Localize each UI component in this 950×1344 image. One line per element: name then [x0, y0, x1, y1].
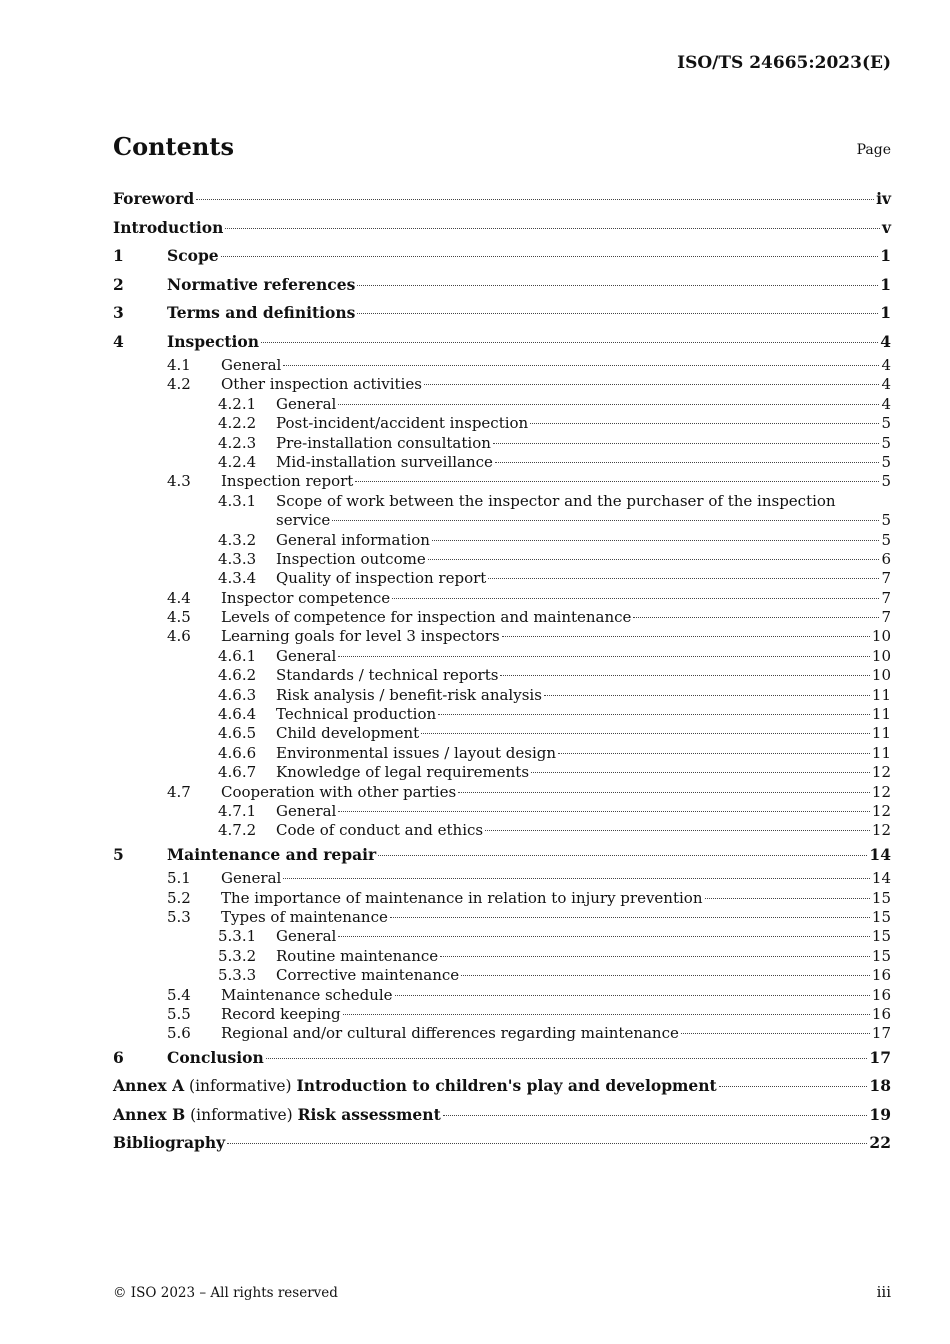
dot-leader [502, 636, 870, 637]
annex-note: (informative) [185, 1105, 298, 1124]
toc-entry-number: 2 [113, 274, 124, 294]
toc-entry-number: 4.6.5 [218, 724, 257, 743]
toc-entry-number: 4.6.4 [218, 705, 257, 724]
dot-leader [443, 1115, 868, 1116]
toc-entry[interactable] [113, 686, 891, 705]
toc-entry[interactable] [113, 492, 891, 511]
toc-entry-title: Cooperation with other parties [221, 782, 457, 801]
toc-entry-title: Introduction [113, 217, 224, 237]
toc-entry[interactable] [113, 908, 891, 927]
dot-leader [458, 792, 870, 793]
toc-entry[interactable] [113, 705, 891, 724]
toc-entry[interactable] [113, 802, 891, 821]
toc-entry[interactable] [113, 299, 891, 328]
toc-entry-title: Corrective maintenance [276, 966, 460, 985]
toc-entry-page: 5 [881, 472, 891, 491]
toc-entry[interactable] [113, 647, 891, 666]
toc-entry-number: 4.3.3 [218, 549, 257, 568]
toc-entry[interactable] [113, 414, 891, 433]
toc-entry-number: 4.5 [167, 608, 191, 627]
dot-leader [343, 1014, 870, 1015]
dot-leader [440, 956, 870, 957]
toc-entry-number: 4.2.4 [218, 452, 257, 471]
dot-leader [432, 540, 879, 541]
toc-entry[interactable] [113, 453, 891, 472]
toc-entry[interactable] [113, 356, 891, 375]
dot-leader [338, 404, 879, 405]
toc-entry-title: Other inspection activities [221, 375, 422, 394]
toc-entry[interactable] [113, 214, 891, 243]
toc-entry-number: 5.3.1 [218, 927, 257, 946]
toc-entry[interactable] [113, 1044, 891, 1073]
toc-entry-number: 4 [113, 331, 124, 351]
dot-leader [530, 423, 879, 424]
dot-leader [428, 559, 880, 560]
toc-entry[interactable] [113, 666, 891, 685]
toc-entry-number: 3 [113, 303, 124, 322]
toc-entry-page: 1 [880, 303, 891, 322]
toc-entry[interactable] [113, 1072, 891, 1101]
toc-entry-title: Inspection report [221, 472, 354, 491]
toc-entry-page: 4 [880, 331, 891, 351]
toc-entry-number: 5.5 [167, 1005, 191, 1023]
toc-entry[interactable] [113, 966, 891, 985]
toc-entry-title: Maintenance schedule [221, 985, 393, 1004]
toc-entry[interactable] [113, 947, 891, 966]
dot-leader [338, 656, 870, 657]
toc-entry-page: 11 [871, 685, 891, 704]
toc-entry-page: 4 [881, 356, 891, 374]
toc-entry[interactable] [113, 472, 891, 491]
toc-entry-page: 11 [871, 705, 891, 724]
toc-entry-page: 4 [881, 394, 891, 413]
toc-entry-title: General [276, 394, 337, 413]
toc-entry-number: 4.3.4 [218, 569, 257, 588]
toc-entry-number: 4.2.3 [218, 433, 257, 452]
toc-entry-title: Conclusion [167, 1047, 264, 1067]
toc-entry-title: Quality of inspection report [276, 569, 487, 588]
toc-entry-page: 16 [871, 1005, 891, 1023]
toc-entry-number: 4.2 [167, 375, 191, 394]
toc-entry-page: 17 [869, 1047, 891, 1067]
toc-entry-title: General [221, 356, 282, 374]
page-column-label: Page [856, 142, 891, 158]
toc-entry-number: 5.6 [167, 1024, 191, 1043]
toc-entry-title: Normative references [167, 274, 356, 294]
toc-entry-number: 4.7 [167, 782, 191, 801]
dot-leader [421, 733, 870, 734]
toc-entry-title: Child development [276, 724, 420, 743]
toc-entry-title: General information [276, 530, 430, 549]
annex-label: Annex B [113, 1104, 186, 1124]
toc-entry[interactable] [113, 986, 891, 1005]
footer-copyright: © ISO 2023 – All rights reserved [113, 1285, 338, 1301]
toc-entry-page: 10 [871, 627, 891, 646]
toc-entry-number: 4.2.1 [218, 394, 257, 413]
toc-entry-page: 4 [881, 375, 891, 394]
dot-leader [338, 811, 870, 812]
toc-entry-page: 15 [871, 927, 891, 946]
toc-entry-title: Regional and/or cultural differences regarding maintenance [221, 1024, 679, 1043]
toc-entry-page: 5 [881, 452, 891, 471]
toc-entry-number: 4.3.2 [218, 530, 257, 549]
toc-entry-title: General [221, 869, 282, 888]
toc-entry-title: Maintenance and repair [167, 844, 377, 864]
toc-entry-number: 1 [113, 246, 124, 265]
toc-entry-page: 6 [881, 549, 891, 568]
toc-entry[interactable] [113, 869, 891, 888]
toc-entry[interactable] [113, 724, 891, 743]
contents-title: Contents [113, 132, 234, 161]
toc-entry-page: 5 [881, 433, 891, 452]
toc-entry-page: 7 [881, 588, 891, 607]
dot-leader [424, 384, 879, 385]
toc-entry-page: 12 [871, 801, 891, 820]
toc-entry[interactable] [113, 889, 891, 908]
dot-leader [719, 1086, 868, 1087]
annex-title: Introduction to children's play and development [296, 1076, 717, 1096]
toc-entry-number: 4.6.6 [218, 743, 257, 762]
dot-leader [378, 855, 867, 856]
toc-entry-page: 5 [881, 511, 891, 530]
toc-entry-number: 4.4 [167, 588, 191, 607]
toc-entry-page: 15 [871, 908, 891, 927]
dot-leader [488, 578, 879, 579]
toc-entry[interactable] [113, 375, 891, 394]
toc-entry-page: 11 [871, 743, 891, 762]
toc-entry-page: v [881, 217, 891, 237]
toc-entry-number: 5.3 [167, 908, 191, 927]
dot-leader [266, 1058, 868, 1059]
dot-leader [196, 199, 874, 200]
toc-entry-title: Technical production [276, 705, 437, 724]
toc-entry[interactable] [113, 627, 891, 646]
toc-entry-page: 12 [871, 763, 891, 782]
toc-entry-title: Learning goals for level 3 inspectors [221, 627, 500, 646]
toc-entry-title: Record keeping [221, 1005, 341, 1023]
toc-entry[interactable] [113, 1101, 891, 1130]
toc-entry-page: 15 [871, 888, 891, 907]
toc-entry-title: Inspection [167, 331, 260, 351]
toc-entry-page: 10 [871, 666, 891, 685]
dot-leader [355, 481, 879, 482]
toc-entry[interactable] [113, 783, 891, 802]
dot-leader [332, 520, 879, 521]
toc-entry-page: 10 [871, 646, 891, 665]
toc-entry-number: 6 [113, 1047, 124, 1067]
toc-entry-title: The importance of maintenance in relation to injury prevention [221, 888, 703, 907]
toc-entry-page: 12 [871, 782, 891, 801]
dot-leader [438, 714, 870, 715]
toc-entry[interactable] [113, 927, 891, 946]
toc-entry-title: Bibliography [113, 1133, 226, 1153]
toc-entry-number: 4.6.3 [218, 685, 257, 704]
toc-entry-number: 4.6.7 [218, 763, 257, 782]
dot-leader [283, 365, 879, 366]
document-code: ISO/TS 24665:2023(E) [677, 53, 891, 73]
toc-entry-title: Inspector competence [221, 588, 391, 607]
toc-entry-title: General [276, 801, 337, 820]
toc-entry[interactable] [113, 550, 891, 569]
dot-leader [544, 695, 870, 696]
toc-entry-title: Standards / technical reports [276, 666, 499, 685]
toc-entry[interactable] [113, 589, 891, 608]
toc-entry[interactable] [113, 1024, 891, 1043]
dot-leader [705, 898, 870, 899]
toc-entry[interactable] [113, 271, 891, 300]
toc-entry-title: Knowledge of legal requirements [276, 763, 530, 782]
toc-entry-page: 16 [871, 966, 891, 985]
toc-entry-number: 4.1 [167, 356, 191, 374]
toc-entry[interactable] [113, 511, 891, 530]
toc-entry[interactable] [113, 434, 891, 453]
annex-label: Annex A [113, 1076, 185, 1096]
toc-entry-number: 4.3.1 [218, 491, 257, 510]
dot-leader [681, 1033, 870, 1034]
toc-entry-page: 7 [881, 608, 891, 627]
dot-leader [500, 675, 869, 676]
toc-entry-page: 7 [881, 569, 891, 588]
dot-leader [531, 772, 870, 773]
toc-entry-title: General [276, 646, 337, 665]
toc-entry-page: 14 [871, 869, 891, 888]
toc-entry[interactable] [113, 744, 891, 763]
annex-title: Risk assessment [297, 1104, 441, 1124]
toc-entry-page: iv [876, 189, 891, 208]
dot-leader [390, 917, 870, 918]
toc-entry-page: 15 [871, 946, 891, 965]
toc-entry-number: 4.7.2 [218, 821, 257, 840]
dot-leader [225, 228, 880, 229]
toc-entry-page: 14 [869, 844, 891, 864]
dot-leader [461, 975, 870, 976]
toc-entry-page: 1 [880, 246, 891, 265]
dot-leader [493, 443, 880, 444]
toc-entry[interactable] [113, 328, 891, 357]
toc-entry-page: 19 [869, 1104, 891, 1124]
toc-entry-title: Environmental issues / layout design [276, 743, 556, 762]
dot-leader [227, 1143, 867, 1144]
toc-entry-number: 4.6.2 [218, 666, 257, 685]
toc-entry-number: 5.4 [167, 985, 191, 1004]
toc-entry-title: Code of conduct and ethics [276, 821, 484, 840]
toc-entry-title: Levels of competence for inspection and maintenance [221, 608, 632, 627]
toc-entry-number: 5.3.2 [218, 946, 257, 965]
toc-entry[interactable] [113, 185, 891, 214]
dot-leader [357, 313, 878, 314]
annex-note: (informative) [184, 1077, 297, 1096]
toc-entry-page: 5 [881, 530, 891, 549]
toc-entry-number: 5 [113, 844, 124, 864]
toc-entry-page: 1 [880, 274, 891, 294]
toc-entry[interactable] [113, 821, 891, 840]
toc-entry[interactable] [113, 569, 891, 588]
toc-entry-number: 4.2.2 [218, 414, 257, 433]
toc-entry-page: 12 [871, 821, 891, 840]
toc-entry-title: Routine maintenance [276, 946, 439, 965]
dot-leader [221, 256, 879, 257]
toc-entry[interactable] [113, 608, 891, 627]
toc-entry-title: service [276, 511, 331, 530]
toc-entry-page: 11 [871, 724, 891, 743]
toc-entry-title: Risk analysis / benefit-risk analysis [276, 685, 542, 704]
toc-entry-title: Mid-installation surveillance [276, 452, 493, 471]
toc-entry-page: 18 [869, 1076, 891, 1096]
toc-entry-title: Inspection outcome [276, 549, 426, 568]
toc-entry-title: Scope of work between the inspector and the purchaser of the inspection [276, 491, 836, 510]
toc-entry-number: 4.6.1 [218, 646, 257, 665]
toc-entry[interactable] [113, 242, 891, 271]
toc-entry-number: 5.2 [167, 888, 191, 907]
toc-entry[interactable] [113, 763, 891, 782]
toc-entry-title: Post-incident/accident inspection [276, 414, 529, 433]
toc-entry-title: Pre-installation consultation [276, 433, 491, 452]
dot-leader [395, 995, 870, 996]
toc-entry-number: 4.7.1 [218, 801, 257, 820]
toc-entry-number: 5.3.3 [218, 966, 257, 985]
table-of-contents [113, 185, 891, 1158]
dot-leader [558, 753, 870, 754]
dot-leader [283, 878, 870, 879]
toc-entry[interactable] [113, 395, 891, 414]
toc-entry[interactable] [113, 531, 891, 550]
toc-entry-title [113, 1101, 441, 1130]
toc-entry-title: Terms and definitions [167, 303, 356, 322]
toc-entry-title: General [276, 927, 337, 946]
dot-leader [392, 598, 879, 599]
toc-entry-page: 5 [881, 414, 891, 433]
dot-leader [485, 830, 870, 831]
dot-leader [261, 342, 878, 343]
toc-entry-title: Types of maintenance [221, 908, 388, 927]
dot-leader [495, 462, 880, 463]
toc-entry-page: 22 [869, 1133, 891, 1153]
toc-entry-number: 5.1 [167, 869, 191, 888]
toc-entry-title [113, 1072, 717, 1101]
toc-entry-number: 4.6 [167, 627, 191, 646]
toc-entry-title: Scope [167, 246, 219, 265]
toc-entry-title: Foreword [113, 189, 195, 208]
toc-entry[interactable] [113, 841, 891, 870]
dot-leader [633, 617, 879, 618]
toc-entry-page: 17 [871, 1024, 891, 1043]
toc-entry-page: 16 [871, 985, 891, 1004]
dot-leader [338, 936, 870, 937]
footer-page-number: iii [876, 1283, 891, 1301]
dot-leader [357, 285, 878, 286]
toc-entry[interactable] [113, 1129, 891, 1158]
toc-entry[interactable] [113, 1005, 891, 1024]
toc-entry-number: 4.3 [167, 472, 191, 491]
